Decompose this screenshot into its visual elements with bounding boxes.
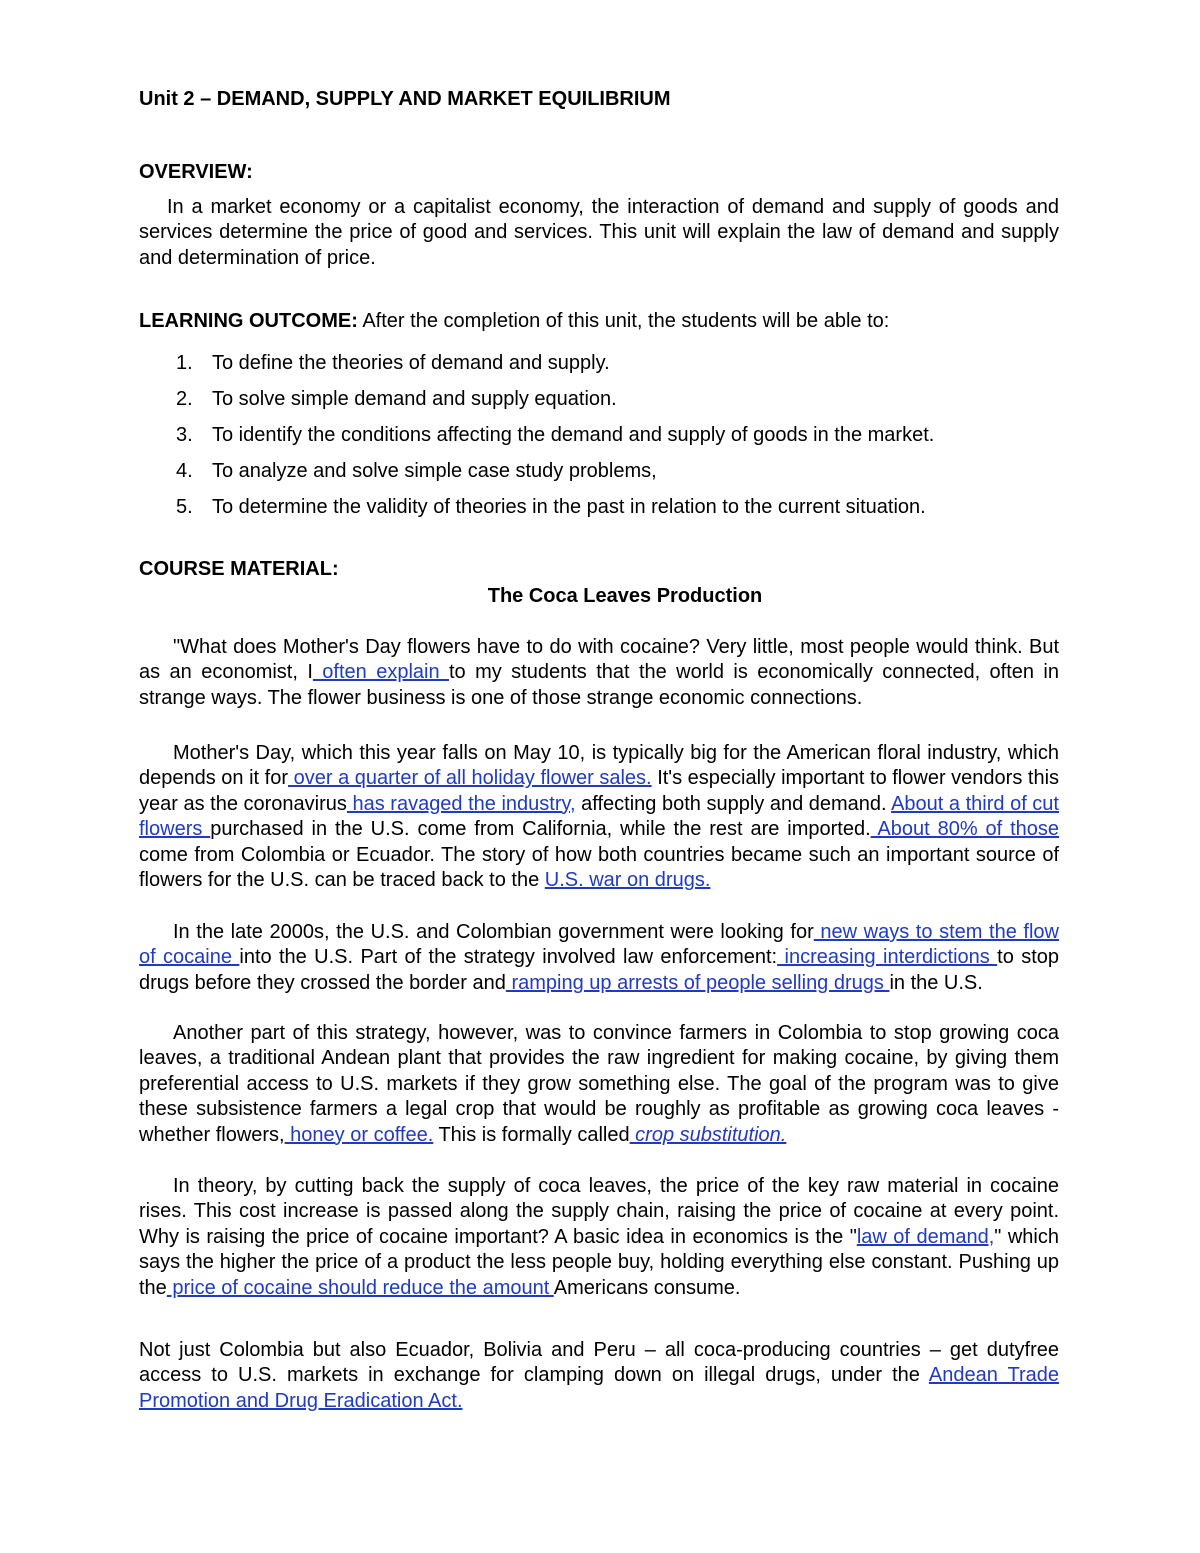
list-item-number: 3. [176, 424, 193, 446]
learning-outcome-intro: After the completion of this unit, the students will be able to: [362, 310, 890, 332]
list-item-number: 2. [176, 388, 193, 410]
overview-paragraph: In a market economy or a capitalist economy, the interaction of demand and supply of goods and services determine the price of good and services. This unit will explain the law of demand and supply and determination of price. [139, 196, 1059, 269]
link-andean-trade-act[interactable]: Andean Trade Promotion and Drug Eradication Act. [139, 1364, 1059, 1412]
list-item [176, 459, 657, 484]
paragraph-text: In the late 2000s, the U.S. and Colombian government were looking for [173, 921, 814, 943]
link-stem-flow-cocaine[interactable]: new ways to stem the flow of cocaine [139, 921, 1059, 969]
article-paragraph-4 [139, 1021, 1059, 1148]
paragraph-text: In theory, by cutting back the supply of coca leaves, the price of the key raw material in cocaine rises. This cost increase is passed along the supply chain, raising the price of cocaine at every point. Why is raising the price of cocaine important? A basic idea in economics is the " [139, 1175, 1059, 1248]
paragraph-text: It's especially important to flower vendors this year as the coronavirus [139, 767, 1060, 815]
course-material-heading: COURSE MATERIAL: [139, 558, 339, 580]
article-paragraph-1 [139, 635, 1059, 711]
list-item [176, 387, 617, 412]
learning-outcome-heading: LEARNING OUTCOME: [139, 310, 358, 332]
list-item [176, 423, 934, 448]
link-often-explain[interactable]: often explain [312, 661, 449, 684]
paragraph-text: Not just Colombia but also Ecuador, Bolivia and Peru – all coca-producing countries – get dutyfree access to U.S. markets in exchange for clamping down on illegal drugs, under the [139, 1339, 1059, 1387]
paragraph-text: This is formally called [433, 1123, 630, 1146]
article-title: The Coca Leaves Production [487, 585, 763, 607]
article-paragraph-3 [139, 920, 1059, 996]
list-item [176, 351, 610, 376]
paragraph-text: affecting both supply and demand. [575, 792, 892, 815]
list-item-number: 4. [176, 460, 193, 482]
list-item-text: To determine the validity of theories in the past in relation to the current situation. [212, 496, 926, 518]
paragraph-text: Americans consume. [553, 1276, 741, 1299]
link-third-cut-flowers[interactable]: About a third of cut flowers [139, 792, 1059, 841]
list-item-text: To analyze and solve simple case study problems, [212, 460, 657, 482]
paragraph-text: " which says the higher the price of a product the less people buy, holding everything else constant. Pushing up the [139, 1225, 1059, 1299]
link-price-of-cocaine[interactable]: price of cocaine should reduce the amount [166, 1276, 554, 1299]
list-item-number: 1. [176, 352, 193, 374]
overview-heading: OVERVIEW: [139, 161, 253, 183]
list-item-number: 5. [176, 496, 193, 518]
paragraph-text: "What does Mother's Day flowers have to do with cocaine? Very little, most people would think. But as an economist, I [139, 636, 1059, 684]
paragraph-text: to my students that the world is economically connected, often in strange ways. The flower business is one of those strange economic connections. [139, 661, 1059, 709]
article-paragraph-5 [139, 1174, 1059, 1301]
list-item-text: To define the theories of demand and supply. [212, 352, 610, 374]
list-item [176, 495, 926, 520]
link-ramping-up-arrests[interactable]: ramping up arrests of people selling drugs [505, 971, 890, 994]
link-about-80-percent[interactable]: About 80% of those [870, 818, 1059, 841]
article-paragraph-2 [139, 741, 1059, 893]
paragraph-text: come from Colombia or Ecuador. The story of how both countries became such an important source of flowers for the U.S. can be traced back to the [139, 843, 1059, 892]
link-honey-or-coffee[interactable]: honey or coffee. [284, 1123, 434, 1146]
paragraph-text: into the U.S. Part of the strategy involved law enforcement: [239, 946, 778, 969]
link-ravaged-industry[interactable]: has ravaged the industry, [346, 792, 576, 815]
list-item-text: To solve simple demand and supply equation. [212, 388, 617, 410]
article-paragraph-6 [139, 1338, 1059, 1414]
paragraph-text: in the U.S. [889, 971, 983, 994]
paragraph-text: Mother's Day, which this year falls on May 10, is typically big for the American floral industry, which depends on it for [139, 742, 1059, 790]
link-law-of-demand[interactable]: law of demand, [856, 1225, 995, 1248]
paragraph-text: Another part of this strategy, however, was to convince farmers in Colombia to stop growing coca leaves, a traditional Andean plant that provides the raw ingredient for making cocaine, by giving them preferential access to U.S. markets if they grow something else. The goal of the program was to give these subsistence farmers a legal crop that would be roughly as profitable as growing coca leaves - whether flowers, [139, 1022, 1059, 1146]
link-war-on-drugs[interactable]: U.S. war on drugs. [544, 869, 711, 892]
paragraph-text: purchased in the U.S. come from California, while the rest are imported. [210, 818, 871, 841]
link-increasing-interdictions[interactable]: increasing interdictions [777, 946, 998, 969]
document-title: Unit 2 – DEMAND, SUPPLY AND MARKET EQUILIBRIUM [139, 88, 671, 110]
list-item-text: To identify the conditions affecting the demand and supply of goods in the market. [212, 424, 935, 446]
learning-outcome-line [139, 309, 889, 334]
link-holiday-flower-sales[interactable]: over a quarter of all holiday flower sales. [288, 767, 652, 790]
link-crop-substitution[interactable]: crop substitution. [629, 1123, 787, 1146]
paragraph-text: to stop drugs before they crossed the border and [139, 946, 1059, 994]
